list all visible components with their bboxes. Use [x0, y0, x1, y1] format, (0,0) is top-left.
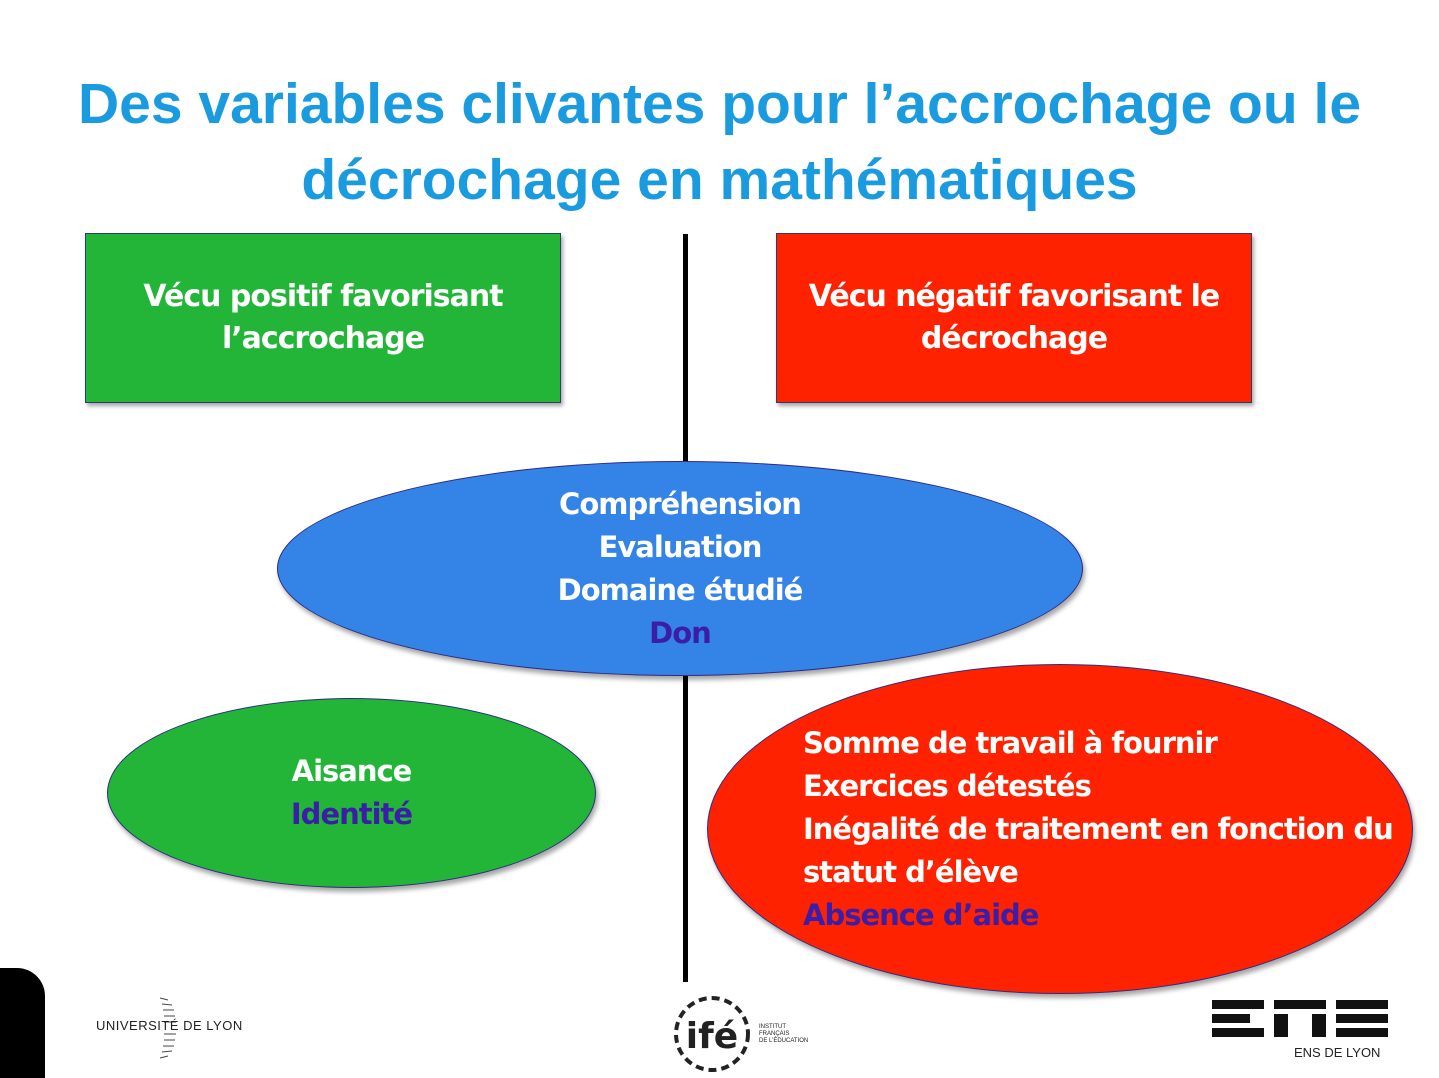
shared-factors-ellipse	[277, 461, 1083, 676]
slide-corner-tab	[0, 968, 45, 1078]
ife-caption	[759, 1024, 808, 1045]
ens-emblem	[1212, 998, 1392, 1042]
positive-factor-item: Aisance	[291, 754, 412, 788]
universite-de-lyon-logo	[96, 994, 246, 1066]
negative-experience-box	[776, 233, 1252, 403]
positive-factor-highlight: Identité	[290, 797, 413, 831]
negative-factors-ellipse	[707, 664, 1413, 994]
ens-de-lyon-text: ENS DE LYON	[1294, 1045, 1381, 1060]
positive-experience-box	[85, 233, 561, 403]
slide-title	[40, 66, 1399, 218]
ife-logo	[672, 990, 822, 1075]
ife-mark: ifé	[685, 1016, 739, 1057]
central-divider-top	[683, 234, 688, 466]
ens-de-lyon-logo	[1212, 998, 1392, 1068]
central-divider-bottom	[683, 676, 688, 982]
negative-box-line-2: décrochage	[920, 321, 1108, 356]
negative-factor-item: Somme de travail à fournir	[803, 725, 1217, 760]
shared-factor-highlight: Don	[649, 615, 711, 650]
negative-factor-item: Inégalité de traitement en fonction du	[803, 811, 1393, 846]
ife-caption-line: FRANÇAIS	[759, 1031, 790, 1037]
shared-factor-item: Domaine étudié	[557, 572, 803, 607]
negative-box-line-1: Vécu négatif favorisant le	[808, 279, 1220, 314]
universite-de-lyon-text: UNIVERSITÉ DE LYON	[96, 1018, 243, 1033]
ife-emblem	[672, 990, 758, 1075]
negative-factor-item: statut d’élève	[803, 854, 1018, 889]
negative-factor-item: Exercices détestés	[803, 768, 1091, 803]
ife-caption-line: INSTITUT	[759, 1024, 786, 1030]
slide-title-line-2: décrochage en mathématiques	[301, 148, 1138, 212]
positive-factors-ellipse	[107, 698, 596, 888]
slide-title-line-1: Des variables clivantes pour l’accrochage ou le	[77, 72, 1362, 136]
shared-factor-item: Compréhension	[559, 486, 801, 521]
shared-factor-item: Evaluation	[598, 529, 762, 564]
ife-caption-line: DE L’ÉDUCATION	[759, 1038, 809, 1044]
positive-box-line-1: Vécu positif favorisant	[143, 279, 503, 314]
positive-box-line-2: l’accrochage	[221, 321, 425, 356]
negative-factor-highlight: Absence d’aide	[803, 897, 1039, 932]
